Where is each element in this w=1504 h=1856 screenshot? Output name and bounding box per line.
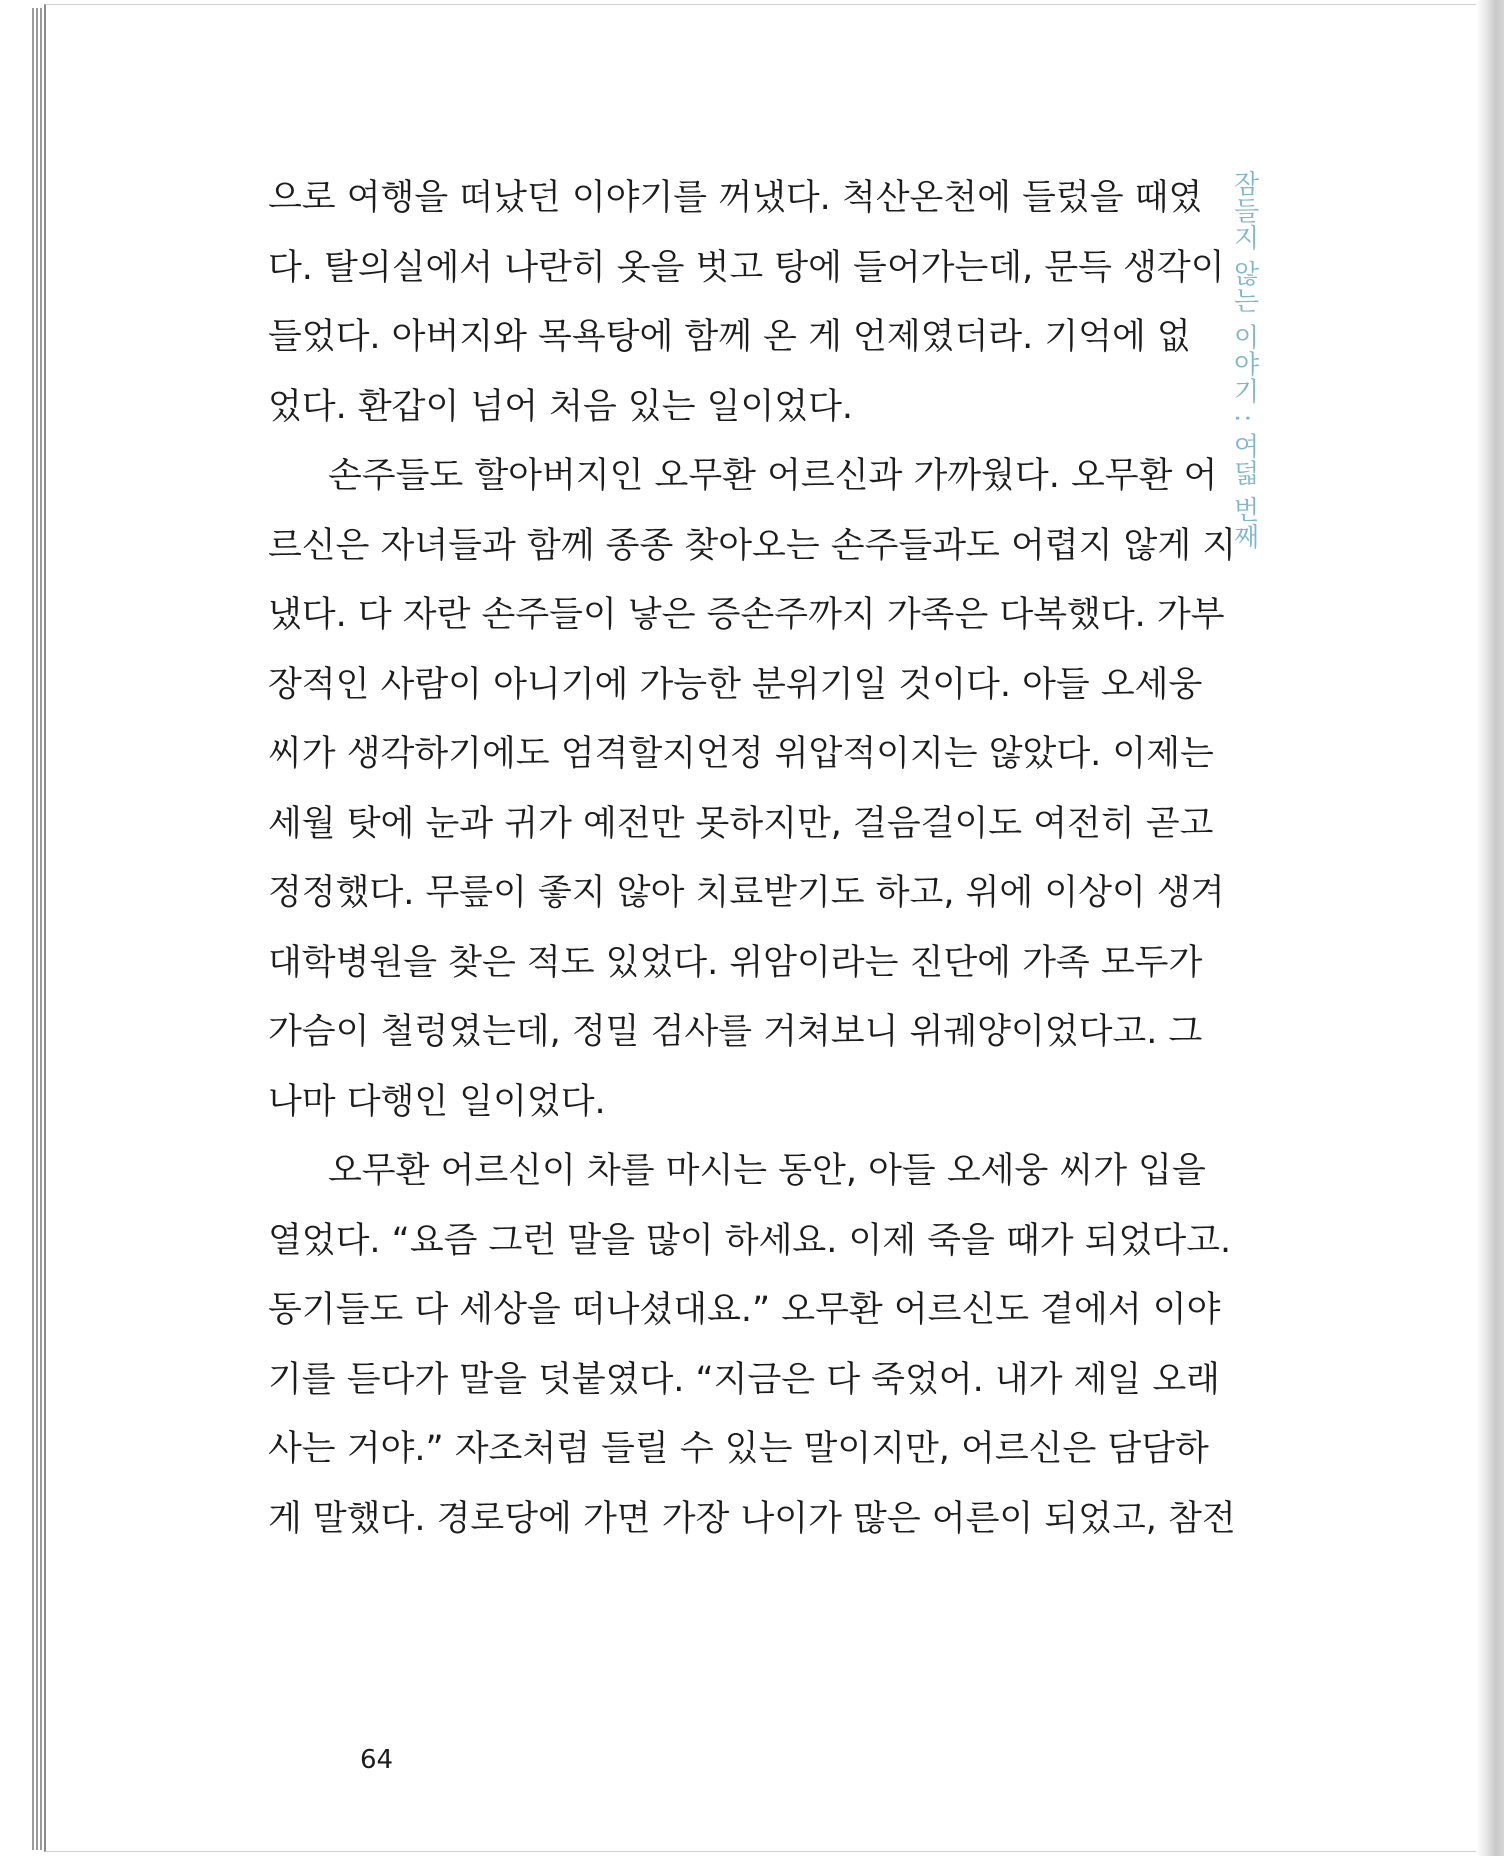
page-number: 64 bbox=[360, 1745, 394, 1775]
text-line: 세월 탓에 눈과 귀가 예전만 못하지만, 걸음걸이도 여전히 곧고 bbox=[268, 803, 1214, 844]
page-stack-edge bbox=[36, 8, 38, 1850]
page-stack-edge bbox=[40, 8, 42, 1850]
running-head: 잠들지 않는 이야기 : 여덟 번째 bbox=[1229, 170, 1259, 551]
text-line: 으로 여행을 떠났던 이야기를 꺼냈다. 척산온천에 들렀을 때였 bbox=[268, 178, 1203, 218]
text-line: 오무환 어르신이 차를 마시는 동안, 아들 오세웅 씨가 입을 bbox=[328, 1151, 1206, 1191]
text-line: 기를 듣다가 말을 덧붙였다. “지금은 다 죽었어. 내가 제일 오래 bbox=[268, 1359, 1220, 1400]
text-line: 동기들도 다 세상을 떠나셨대요.” 오무환 어르신도 곁에서 이야 bbox=[268, 1290, 1221, 1330]
text-line: 나마 다행인 일이었다. bbox=[268, 1081, 606, 1122]
text-line: 손주들도 할아버지인 오무환 어르신과 가까웠다. 오무환 어 bbox=[328, 456, 1218, 496]
text-line: 냈다. 다 자란 손주들이 낳은 증손주까지 가족은 다복했다. 가부 bbox=[268, 595, 1225, 635]
text-line: 게 말했다. 경로당에 가면 가장 나이가 많은 어른이 되었고, 참전 bbox=[268, 1498, 1236, 1539]
text-line: 다. 탈의실에서 나란히 옷을 벗고 탕에 들어가는데, 문득 생각이 bbox=[268, 247, 1225, 288]
text-line: 열었다. “요즘 그런 말을 많이 하세요. 이제 죽을 때가 되었다고. bbox=[268, 1220, 1232, 1261]
page-shadow bbox=[1476, 0, 1504, 1856]
text-line: 씨가 생각하기에도 엄격할지언정 위압적이지는 않았다. 이제는 bbox=[268, 734, 1214, 774]
text-line: 르신은 자녀들과 함께 종종 찾아오는 손주들과도 어렵지 않게 지 bbox=[268, 525, 1237, 566]
text-line: 가슴이 철렁였는데, 정밀 검사를 거쳐보니 위궤양이었다고. 그 bbox=[268, 1012, 1203, 1052]
text-line: 장적인 사람이 아니기에 가능한 분위기일 것이다. 아들 오세웅 bbox=[268, 664, 1203, 705]
text-line: 들었다. 아버지와 목욕탕에 함께 온 게 언제였더라. 기억에 없 bbox=[268, 317, 1191, 357]
text-line: 었다. 환갑이 넘어 처음 있는 일이었다. bbox=[268, 386, 854, 427]
text-line: 사는 거야.” 자조처럼 들릴 수 있는 말이지만, 어르신은 담담하 bbox=[268, 1429, 1209, 1469]
text-line: 대학병원을 찾은 적도 있었다. 위암이라는 진단에 가족 모두가 bbox=[268, 942, 1203, 983]
text-line: 정정했다. 무릎이 좋지 않아 치료받기도 하고, 위에 이상이 생겨 bbox=[268, 873, 1225, 913]
page-stack-edge bbox=[32, 8, 34, 1850]
body-text bbox=[268, 164, 1237, 1554]
